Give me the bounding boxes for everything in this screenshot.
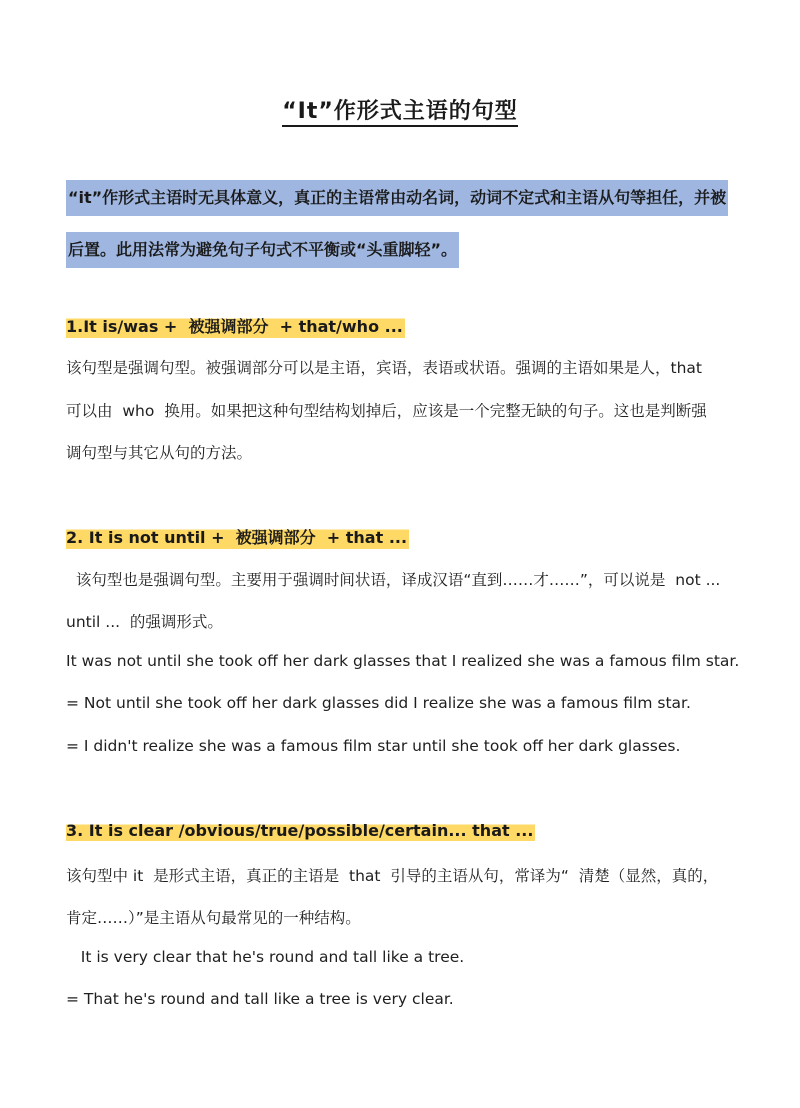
section-2-line-1: 该句型也是强调句型。主要用于强调时间状语，译成汉语“直到……才……”，可以说是 not ... (66, 571, 721, 589)
intro-line-2: 后置。此用法常为避免句子句式不平衡或“头重脚轻”。 (66, 232, 459, 268)
section-1-heading-text: 1.It is/was + 被强调部分 + that/who ... (66, 312, 405, 338)
intro-paragraph (66, 180, 734, 268)
page-title (0, 94, 800, 125)
section-2-line-4: = Not until she took off her dark glasses did I realize she was a famous film star. (66, 694, 691, 712)
section-1-line-3: 调句型与其它从句的方法。 (66, 444, 253, 462)
intro-line-1: “it”作形式主语时无具体意义，真正的主语常由动名词，动词不定式和主语从句等担任，并被 (66, 180, 728, 216)
section-1-line-1: 该句型是强调句型。被强调部分可以是主语，宾语，表语或状语。强调的主语如果是人，that (66, 359, 702, 377)
section-2-heading-text: 2. It is not until + 被强调部分 + that ... (66, 523, 409, 549)
section-3-line-4: = That he's round and tall like a tree is very clear. (66, 990, 454, 1008)
section-3-line-3: It is very clear that he's round and tall like a tree. (66, 948, 465, 966)
section-2-line-2: until ... 的强调形式。 (66, 613, 223, 631)
section-3-heading (66, 819, 535, 841)
section-3-line-2: 肯定……）”是主语从句最常见的一种结构。 (66, 909, 361, 927)
section-1-heading (66, 312, 405, 338)
section-2-line-3: It was not until she took off her dark glasses that I realized she was a famous film star. (66, 652, 740, 670)
section-2-line-5: = I didn't realize she was a famous film star until she took off her dark glasses. (66, 737, 681, 755)
section-1-line-2: 可以由 who 换用。如果把这种句型结构划掉后，应该是一个完整无缺的句子。这也是判断强 (66, 402, 707, 420)
section-2-heading (66, 523, 409, 549)
section-3-line-1: 该句型中 it 是形式主语，真正的主语是 that 引导的主语从句，常译为“ 清楚（显然，真的， (66, 867, 719, 885)
page-title-text: “It”作形式主语的句型 (282, 99, 518, 127)
section-3-heading-text: 3. It is clear /obvious/true/possible/certain... that ... (66, 821, 534, 840)
